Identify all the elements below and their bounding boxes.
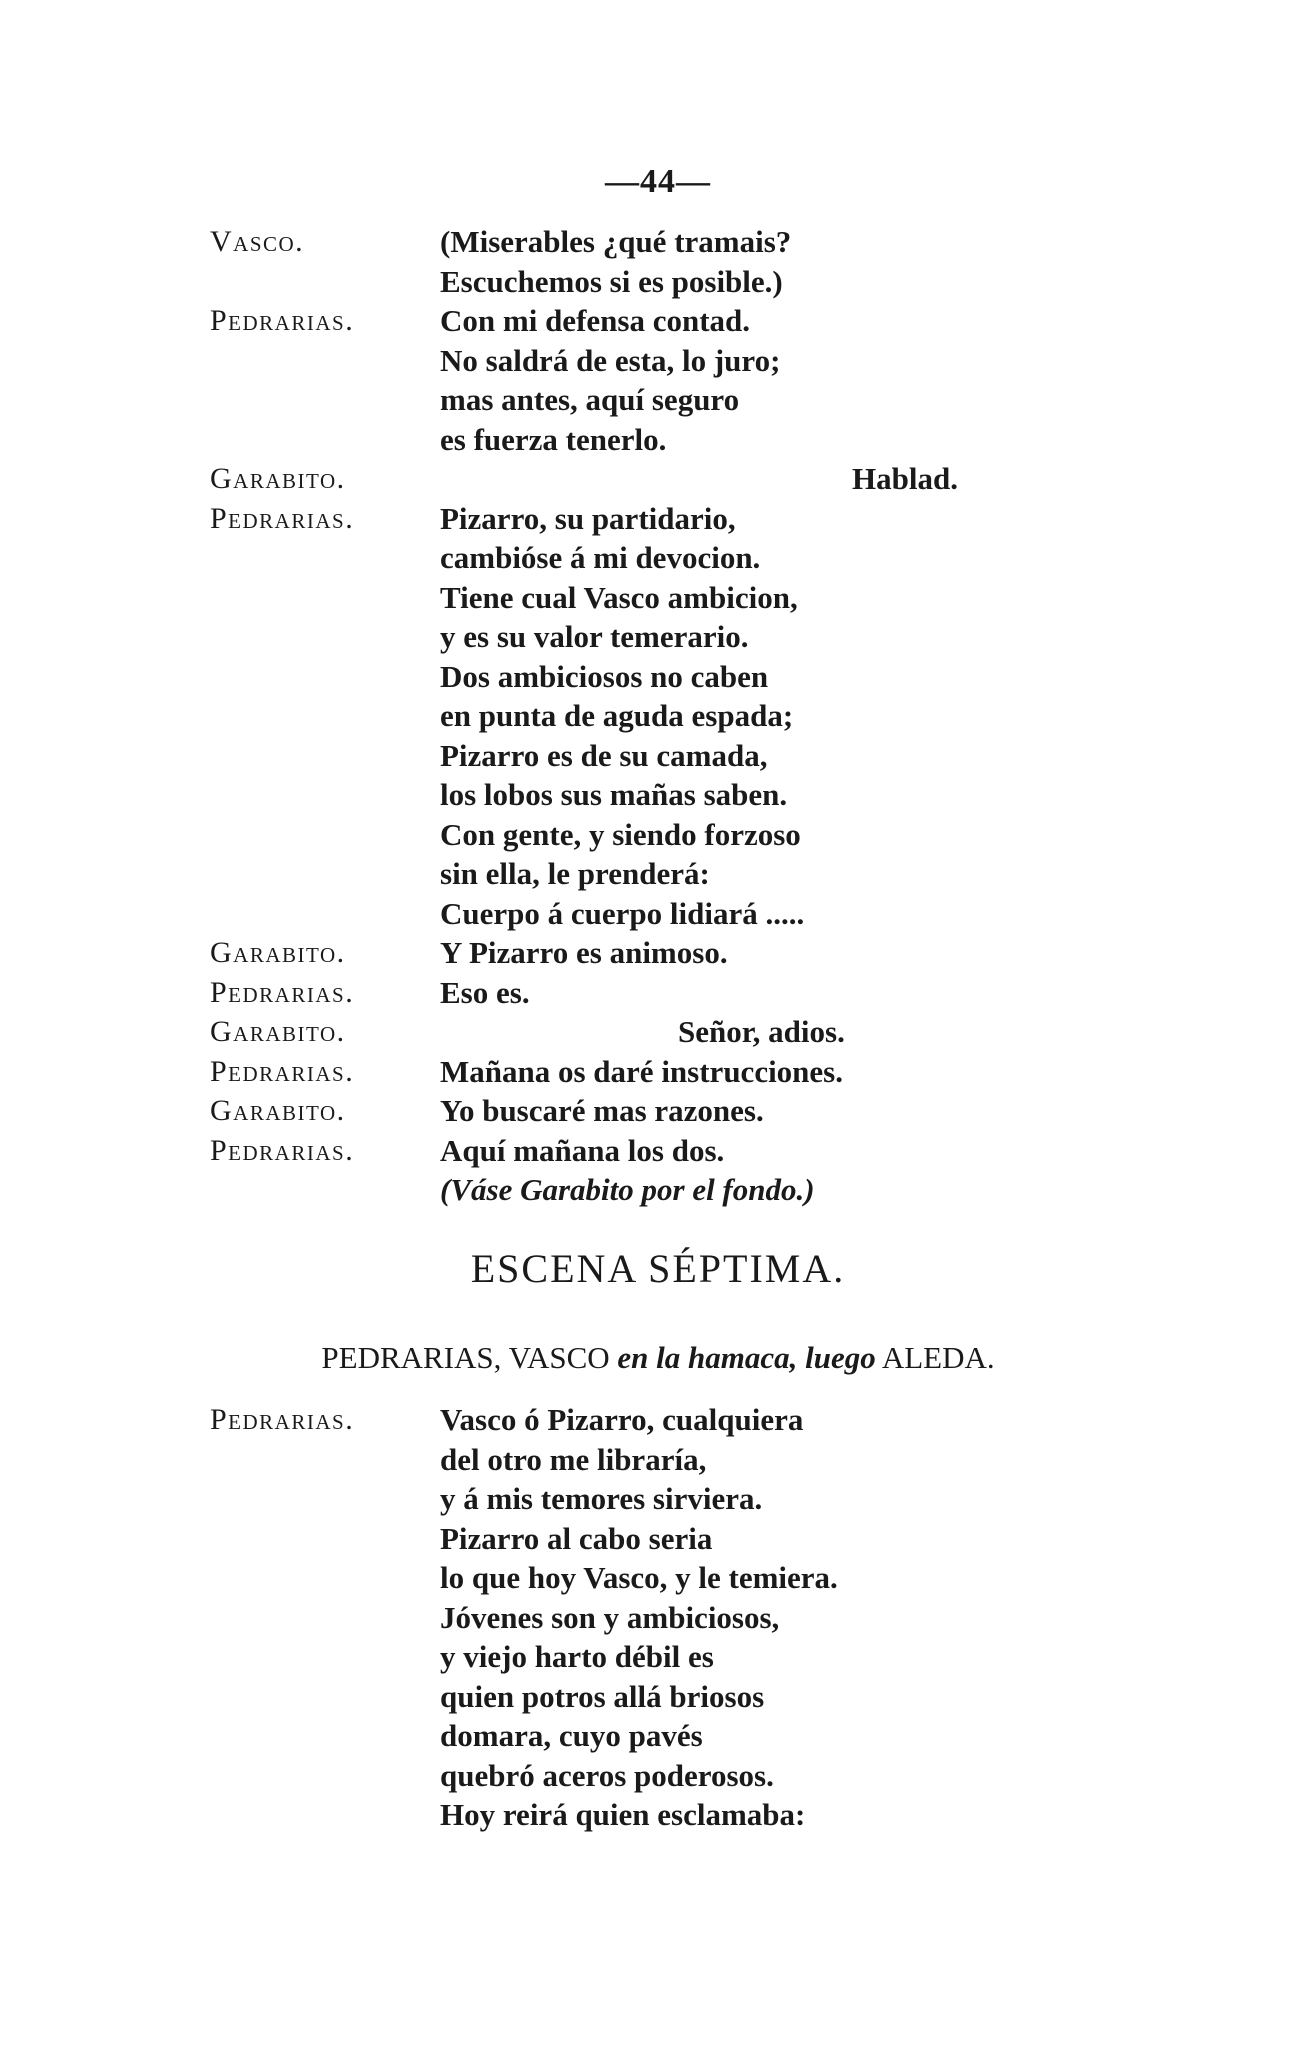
- dialogue-line: [0, 1400, 1316, 1440]
- dialogue-line: [0, 1637, 1316, 1677]
- speaker-name: Garabito.: [210, 936, 346, 969]
- verse-text: Jóvenes son y ambiciosos,: [440, 1599, 780, 1635]
- speaker-name: Garabito.: [210, 1015, 346, 1048]
- dialogue-line: [0, 420, 1316, 460]
- dialogue-line: [0, 538, 1316, 578]
- speaker-name: Pedrarias.: [210, 1054, 355, 1088]
- verse-text: Aquí mañana los dos.: [440, 1132, 725, 1168]
- verse-text: Señor, adios.: [678, 1014, 845, 1049]
- verse-text: en punta de aguda espada;: [440, 698, 794, 733]
- dialogue-line: [0, 1131, 1316, 1171]
- dialogue-line: [0, 1677, 1316, 1717]
- stage-direction-line: [0, 1170, 1316, 1210]
- speaker-name: Pedrarias.: [210, 304, 355, 337]
- verse-text: Yo buscaré mas razones.: [440, 1093, 764, 1128]
- verse-text: Pizarro, su partidario,: [440, 500, 736, 536]
- verse-text: Pizarro es de su camada,: [440, 737, 768, 773]
- speaker-name: Pedrarias.: [210, 975, 355, 1009]
- verse-text: y á mis temores sirviera.: [440, 1481, 763, 1516]
- characters-direction: en la hamaca, luego: [617, 1340, 876, 1375]
- dialogue-line: [0, 459, 1316, 499]
- verse-text: del otro me libraría,: [440, 1441, 707, 1477]
- speaker-name: Pedrarias.: [210, 501, 355, 535]
- dialogue-line: [0, 1052, 1316, 1092]
- dialogue-line: [0, 1598, 1316, 1638]
- speaker-name: Vasco.: [210, 225, 305, 258]
- verse-text: Hoy reirá quien esclamaba:: [440, 1797, 806, 1832]
- dialogue-line: [0, 1479, 1316, 1519]
- verse-text: Eso es.: [440, 974, 530, 1010]
- verse-text: quebró aceros poderosos.: [440, 1757, 774, 1793]
- dialogue-line: [0, 262, 1316, 302]
- dialogue-line: [0, 775, 1316, 815]
- speaker-name: Pedrarias.: [210, 1403, 355, 1436]
- dialogue-line: [0, 736, 1316, 776]
- dialogue-line: [0, 657, 1316, 697]
- verse-text: Pizarro al cabo seria: [440, 1520, 713, 1556]
- dialogue-line: [0, 854, 1316, 894]
- dialogue-line: [0, 380, 1316, 420]
- verse-text: Cuerpo á cuerpo lidiará .....: [440, 895, 805, 931]
- scene-title: ESCENA SÉPTIMA.: [470, 1246, 846, 1291]
- verse-text: Hablad.: [852, 461, 958, 496]
- characters-entering: ALEDA.: [881, 1340, 995, 1375]
- dialogue-line: [0, 578, 1316, 618]
- verse-text: Dos ambiciosos no caben: [440, 658, 769, 694]
- dialogue-line: [0, 222, 1316, 262]
- verse-text: los lobos sus mañas saben.: [440, 777, 788, 812]
- verse-text: Con gente, y siendo forzoso: [440, 816, 801, 852]
- verse-text: No saldrá de esta, lo juro;: [440, 342, 781, 378]
- verse-text: domara, cuyo pavés: [440, 1718, 703, 1753]
- verse-text: Tiene cual Vasco ambicion,: [440, 579, 798, 615]
- verse-text: sin ella, le prenderá:: [440, 856, 710, 891]
- dialogue-line: [0, 301, 1316, 341]
- dialogue-line: [0, 894, 1316, 934]
- dialogue-block-1: [0, 222, 1316, 1210]
- verse-text: Y Pizarro es animoso.: [440, 935, 728, 970]
- verse-text: quien potros allá briosos: [440, 1678, 765, 1714]
- speaker-name: Garabito.: [210, 462, 346, 495]
- stage-direction: (Váse Garabito por el fondo.): [440, 1172, 815, 1207]
- verse-text: mas antes, aquí seguro: [440, 382, 740, 417]
- verse-text: cambióse á mi devocion.: [440, 540, 761, 575]
- verse-text: Mañana os daré instrucciones.: [440, 1053, 843, 1089]
- dialogue-line: [0, 815, 1316, 855]
- dialogue-line: [0, 973, 1316, 1013]
- dialogue-line: [0, 1519, 1316, 1559]
- dialogue-line: [0, 933, 1316, 973]
- dialogue-line: [0, 1440, 1316, 1480]
- dialogue-line: [0, 499, 1316, 539]
- verse-text: Con mi defensa contad.: [440, 303, 751, 338]
- dialogue-block-2: [0, 1400, 1316, 1835]
- dialogue-line: [0, 1795, 1316, 1835]
- verse-text: Escuchemos si es posible.): [440, 263, 783, 299]
- dialogue-line: [0, 341, 1316, 381]
- dialogue-line: [0, 696, 1316, 736]
- dialogue-line: [0, 1756, 1316, 1796]
- dialogue-line: [0, 617, 1316, 657]
- dialogue-line: [0, 1558, 1316, 1598]
- verse-text: lo que hoy Vasco, y le temiera.: [440, 1560, 838, 1595]
- verse-text: y viejo harto débil es: [440, 1639, 714, 1674]
- page-number: —44—: [605, 163, 711, 200]
- scene-characters: [0, 1340, 1316, 1376]
- speaker-name: Pedrarias.: [210, 1133, 355, 1167]
- speaker-name: Garabito.: [210, 1094, 346, 1127]
- verse-text: y es su valor temerario.: [440, 619, 749, 654]
- verse-text: (Miserables ¿qué tramais?: [440, 224, 792, 259]
- verse-text: es fuerza tenerlo.: [440, 421, 667, 457]
- verse-text: Vasco ó Pizarro, cualquiera: [440, 1402, 804, 1437]
- dialogue-line: [0, 1716, 1316, 1756]
- dialogue-line: [0, 1012, 1316, 1052]
- characters-names: PEDRARIAS, VASCO: [321, 1340, 610, 1375]
- dialogue-line: [0, 1091, 1316, 1131]
